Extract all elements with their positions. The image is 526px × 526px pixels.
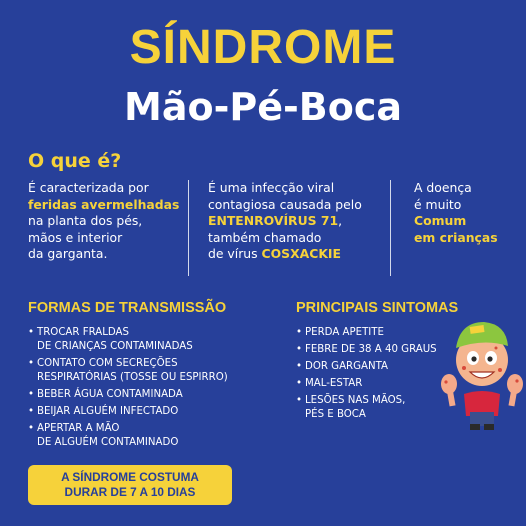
cause-text: contagiosa causada pelo: [208, 196, 362, 212]
list-item: • APERTAR A MÃO DE ALGUÉM CONTAMINADO: [28, 422, 268, 450]
desc-text: na planta dos pés,: [28, 213, 143, 228]
cartoon-kid-illustration: [440, 308, 524, 430]
list-item: • BEIJAR ALGUÉM INFECTADO: [28, 405, 268, 419]
desc-text: É caracterizada por: [28, 180, 149, 195]
symptoms-list: [296, 326, 446, 425]
what-column-description: [28, 180, 188, 263]
banner-line: DURAR DE 7 A 10 DIAS: [64, 485, 196, 499]
divider: [390, 180, 391, 276]
list-item: • FEBRE DE 38 A 40 GRAUS: [296, 343, 446, 357]
symptoms-heading: PRINCIPAIS SINTOMAS: [296, 300, 459, 316]
cause-text: de vírus: [208, 246, 262, 261]
banner-line: A SÍNDROME COSTUMA: [61, 470, 199, 484]
freq-highlight: em crianças: [414, 229, 498, 245]
cause-text: ,: [338, 213, 343, 228]
desc-text: mãos e interior: [28, 229, 123, 245]
desc-highlight: feridas avermelhadas: [28, 196, 180, 212]
list-item: • PERDA APETITE: [296, 326, 446, 340]
duration-banner: [28, 465, 232, 505]
desc-text: da garganta.: [28, 246, 108, 261]
cause-virus-highlight: ENTENROVÍRUS 71: [208, 213, 339, 228]
cause-text: É uma infecção viral: [208, 180, 335, 195]
transmission-list: [28, 326, 268, 453]
what-column-cause: [208, 180, 380, 263]
list-item: • DOR GARGANTA: [296, 360, 446, 374]
cause-virus-alt-highlight: COSXACKIE: [261, 246, 342, 261]
freq-text: é muito: [414, 196, 462, 212]
cause-text: também chamado: [208, 229, 322, 245]
freq-text: A doença: [414, 180, 472, 195]
what-column-frequency: [414, 180, 514, 246]
divider: [188, 180, 189, 276]
title-disease-name: Mão-Pé-Boca: [124, 85, 402, 129]
list-item: • LESÕES NAS MÃOS, PÉS E BOCA: [296, 394, 446, 422]
freq-highlight: Comum: [414, 213, 467, 228]
list-item: • MAL-ESTAR: [296, 377, 446, 391]
what-is-heading: O que é?: [28, 150, 122, 172]
title-syndrome: SÍNDROME: [129, 21, 397, 74]
list-item: • BEBER ÁGUA CONTAMINADA: [28, 388, 268, 402]
list-item: • CONTATO COM SECREÇÕES RESPIRATÓRIAS (TOSSE OU ESPIRRO): [28, 357, 268, 385]
transmission-heading: FORMAS DE TRANSMISSÃO: [28, 300, 227, 316]
list-item: • TROCAR FRALDAS DE CRIANÇAS CONTAMINADAS: [28, 326, 268, 354]
